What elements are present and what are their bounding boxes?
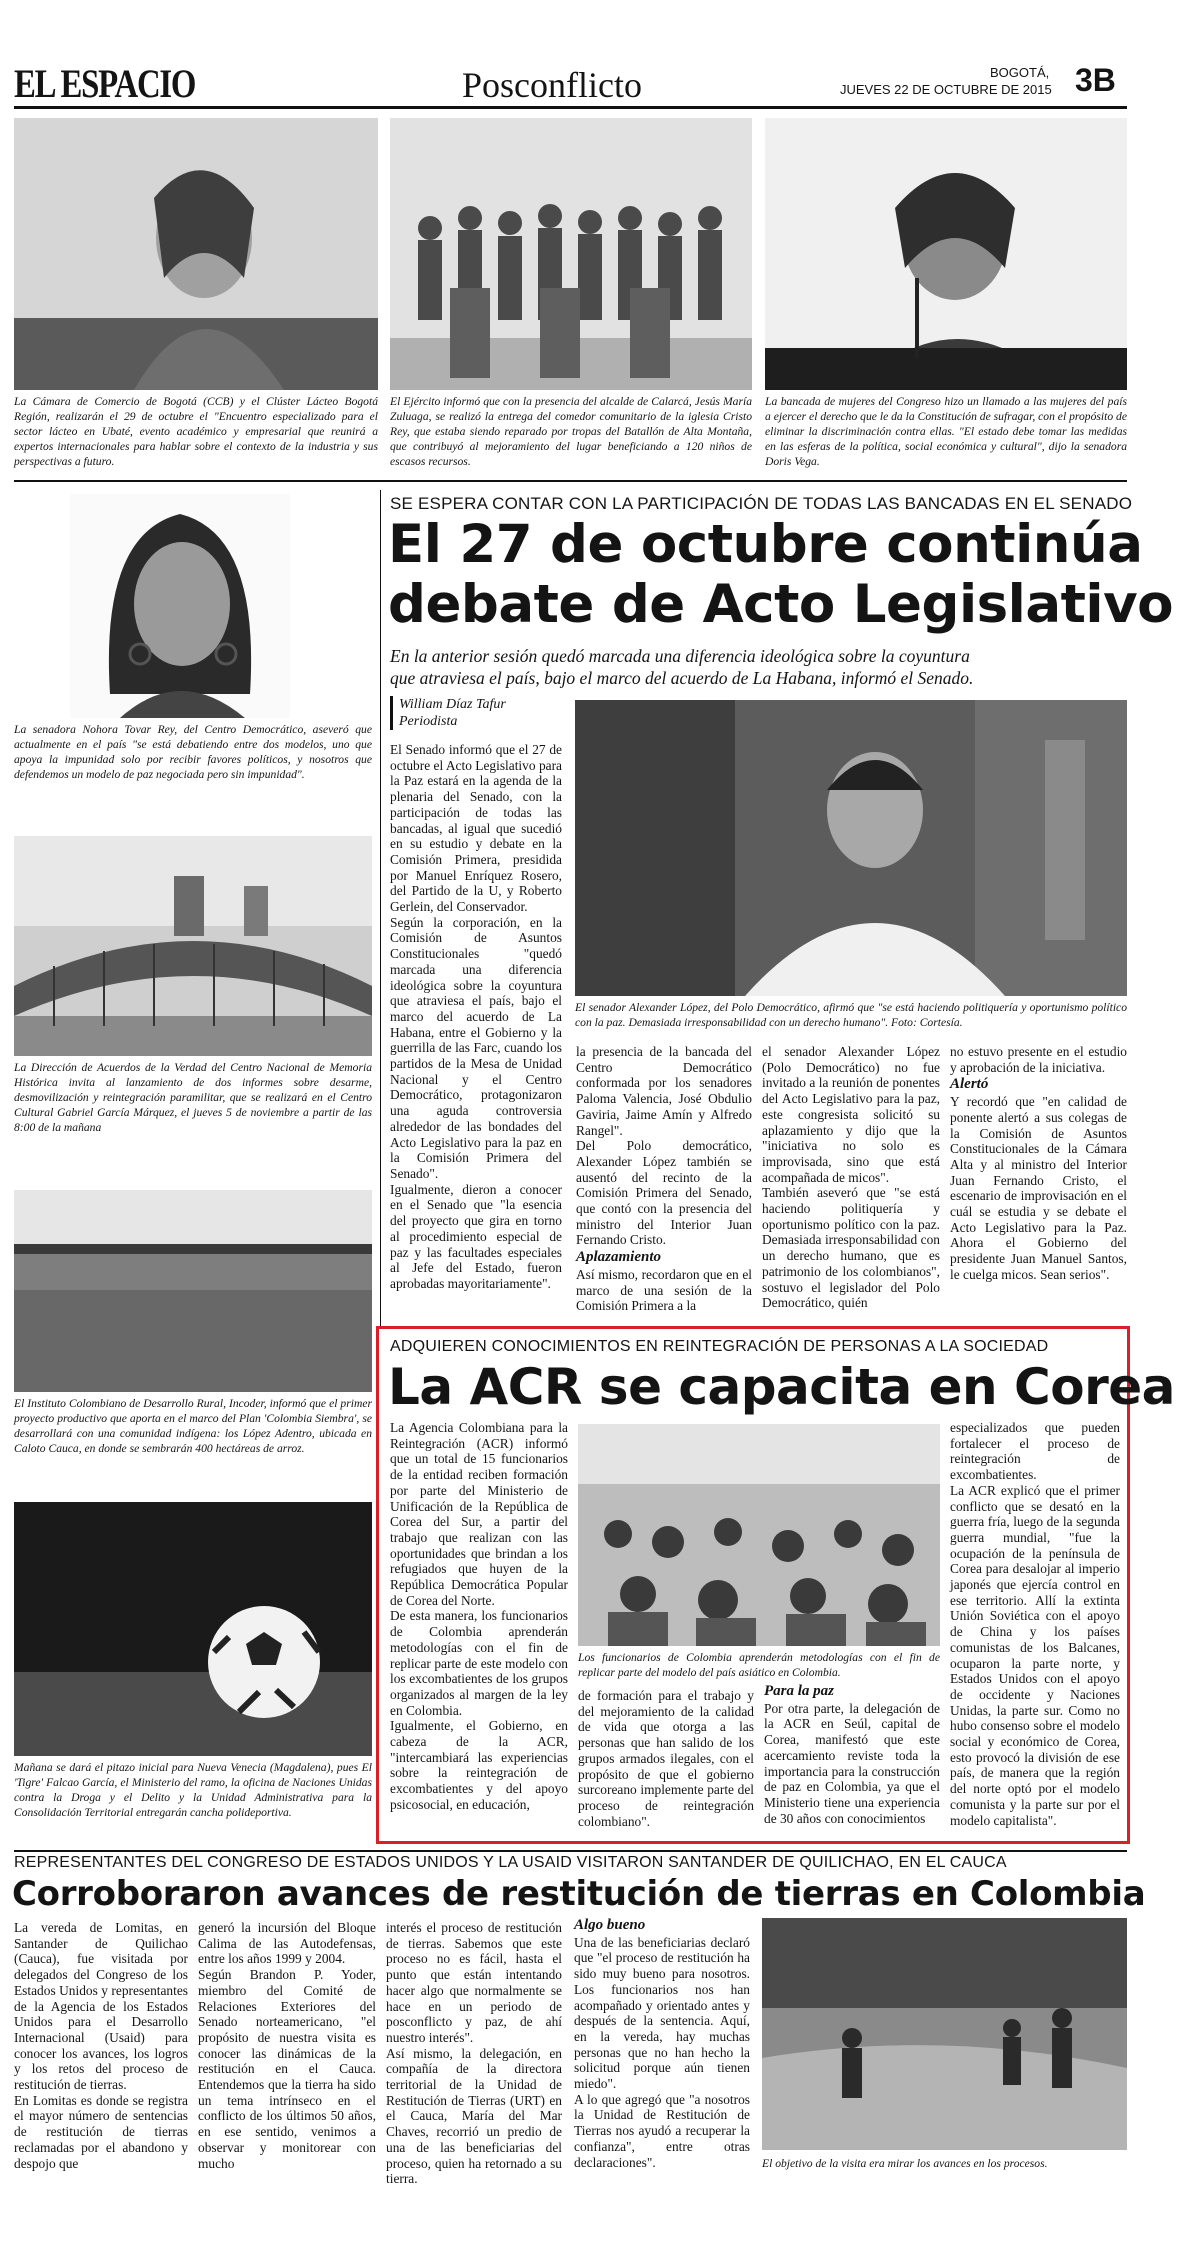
photo-memoria-historica bbox=[14, 836, 372, 1056]
article1-col2-p2: Del Polo democrático, Alexander López también se ausentó del recinto de la Comisión Primera del Senado, que contó con la presencia del ministro del Interior Juan Fernando Cristo. bbox=[576, 1138, 752, 1248]
article3-col4-p1: Una de las beneficiarias declaró que "el proceso de restitución ha sido muy bueno para nosotros. Los funcionarios nos han acompañado y orientado antes y después de la sentencia. Aquí, en la vereda, hay muchas personas que no han hecho la solicitud porque aún tienen miedo". bbox=[574, 1934, 750, 2092]
caption-restitution-visit: El objetivo de la visita era mirar los avances en los procesos. bbox=[762, 2157, 1048, 2170]
article3-kicker: REPRESENTANTES DEL CONGRESO DE ESTADOS UNIDOS Y LA USAID VISITARON SANTANDER DE QUILICHAO, EN EL CAUCA bbox=[14, 1854, 1007, 1871]
photo-ccb-woman bbox=[14, 118, 378, 390]
article1-col2 bbox=[576, 1044, 752, 1322]
caption-soccer: Mañana se dará el pitazo inicial para Nueva Venecia (Magdalena), pues El 'Tigre' Falcao García, el Ministerio del ramo, la oficina de Naciones Unidas contra la Droga y el Delito y la Unidad Administrativa para la Consolidación Territorial entregarán cancha polideportiva. bbox=[14, 1761, 372, 1819]
caption-army: El Ejército informó que con la presencia del alcalde de Calarcá, Jesús María Zuluaga, se realizó la entrega del comedor comunitario de la iglesia Cristo Rey, que estaba siendo reparado por tropas del Batallón de Alta Montaña, que contribuyó al mejoramiento del lugar beneficiando a 120 niños de escasos recursos. bbox=[390, 395, 752, 468]
article2-col1-p1: La Agencia Colombiana para la Reintegración (ACR) informó que un total de 15 funcionarios de la entidad reciben formación por parte del Ministerio de Unificación de la República de Corea del Sur, a partir del trabajo que realizan con las oportunidades que brindan a los refugiados que huyen de la República Democrática Popular de Corea del Norte. bbox=[390, 1420, 568, 1608]
article3-col3-p1: interés el proceso de restitución de tierras. Sabemos que este proceso no es fácil, hasta el punto que están intentando hacer algo que normalmente se hace en un periodo de posconflicto y paz, de ahí nuestro interés". bbox=[386, 1920, 562, 2045]
article3-col1-p1: La vereda de Lomitas, en Santander de Quilichao (Cauca), fue visitada por delegados del Congreso de los Estados Unidos y representantes de la Agencia de los Estados Unidos para el Desarrollo Internacional (Usaid) para conocer los avances, los logros y los retos del proceso de restitución de tierras. bbox=[14, 1920, 188, 2093]
article1-col3-p2: También aseveró que "se está haciendo politiquería y oportunismo político con la paz. Demasiada irresponsabilidad con un derecho humano, que es patrimonio de los colombianos", sostuvo el legislador del Polo Democrático, quién bbox=[762, 1185, 940, 1311]
photo-restitution-visit bbox=[762, 1918, 1127, 2150]
article1-headline-line2: debate de Acto Legislativo bbox=[388, 574, 1174, 635]
article1-col2-p1: la presencia de la bancada del Centro Democrático conformada por los senadores Paloma Valencia, José Obdulio Gaviria, Jaime Amín y Alfredo Rangel". bbox=[576, 1044, 752, 1138]
article2-col4-p2: La ACR explicó que el primer conflicto que se desató en la guerra fría, luego de la segunda guerra mundial, "fue la ocupación de la península de Corea para desalojar al imperio japonés que ejercía control en ese territorio. Allí la extinta Unión Soviética con el apoyo de China y los países comunistas de los Balcanes, ocuparon la parte norte, y Estados Unidos con el apoyo de occidente y Naciones Unidas, la parte sur. Como no hubo consenso sobre el modelo social y económico de Corea, esto provocó la división de ese país, de manera que la región del norte optó por el modelo comunista y la parte sur por el modelo capitalista". bbox=[950, 1482, 1120, 1828]
article2-col4 bbox=[950, 1420, 1120, 1836]
article2-col3 bbox=[764, 1684, 940, 1836]
section-title: Posconflicto bbox=[462, 65, 642, 105]
article2-col1-p2: De esta manera, los funcionarios de Colombia aprenderán metodologías con el fin de replicar parte de este modelo con los excombatientes de los grupos organizados al margen de la ley en Colombia. bbox=[390, 1608, 568, 1718]
article3-subhead-algo-bueno: Algo bueno bbox=[574, 1917, 646, 1933]
photo-congresswoman bbox=[765, 118, 1127, 390]
caption-nohora-tovar: La senadora Nohora Tovar Rey, del Centro Democrático, aseveró que actualmente en el país "se está debatiendo entre dos modelos, uno que apoya la impunidad solo por recibir favores políticos, y nosotros que defendemos un modelo de paz negociada pero sin impunidad". bbox=[14, 723, 372, 781]
article3-col4-p2: A lo que agregó que "a nosotros la Unidad de Restitución de Tierras nos ayudó a recuperar la confianza", entre otras declaraciones". bbox=[574, 2091, 750, 2170]
article2-col1 bbox=[390, 1420, 568, 1836]
masthead-date: JUEVES 22 DE OCTUBRE DE 2015 bbox=[840, 82, 1052, 97]
article1-col3-p1: el senador Alexander López (Polo Democrático) no fue invitado a la reunión de ponentes del Acto Legislativo para la paz, este congresista solicitó su aplazamiento y dijo que la "iniciativa no solo es improvisada, sino que está acompañada de micos". bbox=[762, 1044, 940, 1185]
article3-col2 bbox=[198, 1920, 376, 2220]
photo-army-group bbox=[390, 118, 752, 390]
article2-col2 bbox=[578, 1688, 754, 1836]
article2-col1-p3: Igualmente, el Gobierno, en cabeza de la ACR, "intercambiará las experiencias sobre la reintegración de excombatientes y del apoyo psicosocial, en educación, bbox=[390, 1718, 568, 1812]
brand-logo: EL ESPACIO bbox=[14, 61, 196, 106]
caption-memoria-historica: La Dirección de Acuerdos de la Verdad del Centro Nacional de Memoria Histórica invita al lanzamiento de dos informes sobre desarme, desmovilización y reintegración paramilitar, que se realizará en el Centro Cultural Gabriel García Márquez, el jueves 5 de noviembre a partir de las 8:00 de la mañana bbox=[14, 1061, 372, 1134]
article1-col1-p3: Igualmente, dieron a conocer en el Senado que "la esencia del proyecto que gira en torno al procedimiento especial de paz y las facultades especiales al Jefe del Estado, fueron aprobadas mayoritariamente". bbox=[390, 1181, 562, 1291]
masthead-rule bbox=[14, 106, 1127, 109]
article3-col1-p2: En Lomitas es donde se registra el mayor número de sentencias de restitución de tierras reclamadas por el abandono y despojo que bbox=[14, 2092, 188, 2171]
page-number: 3B bbox=[1075, 62, 1116, 98]
masthead-city: BOGOTÁ, bbox=[990, 65, 1050, 80]
caption-alexander-lopez: El senador Alexander López, del Polo Democrático, afirmó que "se está haciendo politiquería y oportunismo político con la paz. Demasiada irresponsabilidad con un derecho humano". Foto: Cortesía. bbox=[575, 1001, 1127, 1029]
caption-incoder: El Instituto Colombiano de Desarrollo Rural, Incoder, informó que el primer proyecto productivo que aporta en el marco del Plan 'Colombia Siembra', se desarrollará con una comunidad indígena: los López Adentro, ubicada en Caloto Cauca, en donde se sembrarán 400 hectáreas de arroz. bbox=[14, 1397, 372, 1455]
caption-acr-training: Los funcionarios de Colombia aprenderán metodologías con el fin de replicar parte del modelo del país asiático en Colombia. bbox=[578, 1651, 940, 1679]
caption-congresswomen: La bancada de mujeres del Congreso hizo un llamado a las mujeres del país a ejercer el derecho que le da la Constitución de sufragar, con el propósito de eliminar la discriminación contra ellas. "El estado debe tomar las medidas en las esferas de la política, social económica y cultural", dijo la senadora Doris Vega. bbox=[765, 395, 1127, 468]
article2-subhead-para-la-paz: Para la paz bbox=[764, 1683, 835, 1699]
article2-headline: La ACR se capacita en Corea bbox=[388, 1358, 1175, 1416]
article1-col1 bbox=[390, 742, 562, 1291]
article1-subhead-aplazamiento: Aplazamiento bbox=[576, 1249, 662, 1266]
article3-col4 bbox=[574, 1918, 750, 2220]
article3-col1 bbox=[14, 1920, 188, 2220]
article1-subhead-alerto: Alertó bbox=[950, 1076, 989, 1093]
author-name: William Díaz Tafur bbox=[399, 697, 506, 712]
article3-top-rule bbox=[14, 1850, 1127, 1852]
author-role: Periodista bbox=[399, 714, 458, 729]
article1-col1-p2: Según la corporación, en la Comisión de Asuntos Constitucionales "quedó marcada una diferencia ideológica sobre la coyuntura que atraviesa el país, bajo el marco del acuerdo de La Habana, entre el Gobierno y la guerrilla de las Farc, cuando los partidos de la Mesa de Unidad Nacional y el Centro Democrático, protagonizaron una aguda controversia alrededor de las bondades del Acto Legislativo para la paz en la Comisión Primera del Senado". bbox=[390, 914, 562, 1181]
photo-acr-training bbox=[578, 1424, 940, 1646]
masthead bbox=[0, 0, 1177, 120]
photo-soccer-ball bbox=[14, 1502, 372, 1756]
caption-ccb: La Cámara de Comercio de Bogotá (CCB) y el Clúster Lácteo Bogotá Región, realizarán el 29 de octubre el "Encuentro especializado para el sector lácteo en Ubaté, evento académico y empresarial que reunirá a expertos internacionales para hablar sobre el contexto de la industria y sus perspectivas a futuro. bbox=[14, 395, 378, 468]
top-row-rule bbox=[14, 480, 1127, 482]
article3-col2-p1: generó la incursión del Bloque Calima de las Autodefensas, entre los años 1999 y 2004. bbox=[198, 1920, 376, 1967]
article1-byline bbox=[390, 696, 569, 730]
article1-col4-p2: Y recordó que "en calidad de ponente alertó a sus colegas de la Comisión de Asuntos Constitucionales de la Cámara Alta y al ministro del Interior Juan Fernando Cristo, el escenario de improvisación en el cuál se estudia y se debate el Acto Legislativo para la Paz. Ahora el Gobierno del presidente Juan Manuel Santos, le cuelga micos. Sean serios". bbox=[950, 1094, 1127, 1282]
article2-col4-p1: especializados que pueden fortalecer el proceso de reintegración de excombatientes. bbox=[950, 1420, 1120, 1483]
article3-col2-p2: Según Brandon P. Yoder, miembro del Comité de Relaciones Exteriores del Senado norteamericano, "el propósito de nuestra visita es conocer las dinámicas de la restitución en el Cauca. Entendemos que la tierra ha sido un tema intrínseco en el conflicto de los últimos 50 años, en ese sentido, venimos a observar y monitorear con mucho bbox=[198, 1967, 376, 2171]
article1-col4-p1: no estuvo presente en el estudio y aprobación de la iniciativa. bbox=[950, 1044, 1127, 1075]
photo-nohora-tovar bbox=[70, 494, 290, 718]
article3-headline: Corroboraron avances de restitución de tierras en Colombia bbox=[12, 1874, 1146, 1914]
article1-headline-line1: El 27 de octubre continúa bbox=[388, 514, 1143, 575]
photo-alexander-lopez bbox=[575, 700, 1127, 996]
article1-col2-p3: Así mismo, recordaron que en el marco de una sesión de la Comisión Primera a la bbox=[576, 1266, 752, 1314]
article1-deck-line2: que atraviesa el país, bajo el marco del acuerdo de La Habana, informó el Senado. bbox=[390, 668, 974, 688]
photo-incoder-field bbox=[14, 1190, 372, 1392]
article2-kicker: ADQUIEREN CONOCIMIENTOS EN REINTEGRACIÓN DE PERSONAS A LA SOCIEDAD bbox=[390, 1338, 1049, 1355]
article1-col1-p1: El Senado informó que el 27 de octubre el Acto Legislativo para la Paz estará en la agenda de la plenaria del Senado, con la participación de todas las bancadas, al igual que sucedió en su estudio y debate en la Comisión Primera, presidida por Manuel Enríquez Rosero, del Partido de la U, y Roberto Gerlein, del Conservador. bbox=[390, 742, 562, 915]
article1-col4 bbox=[950, 1044, 1127, 1322]
article3-col3-p2: Así mismo, la delegación, en compañía de la directora territorial de la Unidad de Restitución de Tierras (URT) en el Cauca, María del Mar Chaves, recorrió un predio de una de las beneficiarias del proceso, quien ha retornado a su tierra. bbox=[386, 2045, 562, 2187]
article2-col3-p1: Por otra parte, la delegación de la ACR en Seúl, capital de Corea, manifestó que este acercamiento reviste toda la importancia para la construcción de paz en Colombia, ya que el Ministerio tiene una experiencia de 30 años con conocimientos bbox=[764, 1700, 940, 1826]
article1-kicker: SE ESPERA CONTAR CON LA PARTICIPACIÓN DE TODAS LAS BANCADAS EN EL SENADO bbox=[390, 494, 1133, 513]
article1-deck-line1: En la anterior sesión quedó marcada una diferencia ideológica sobre la coyuntura bbox=[390, 646, 970, 666]
article1-col3 bbox=[762, 1044, 940, 1322]
article3-col3 bbox=[386, 1920, 562, 2220]
article2-col2-p1: de formación para el trabajo y del mejoramiento de la calidad de vida que otorga a las personas que han salido de los grupos armados ilegales, con el propósito de que el gobierno surcoreano implemente parte del proceso de reintegración colombiano". bbox=[578, 1688, 754, 1829]
